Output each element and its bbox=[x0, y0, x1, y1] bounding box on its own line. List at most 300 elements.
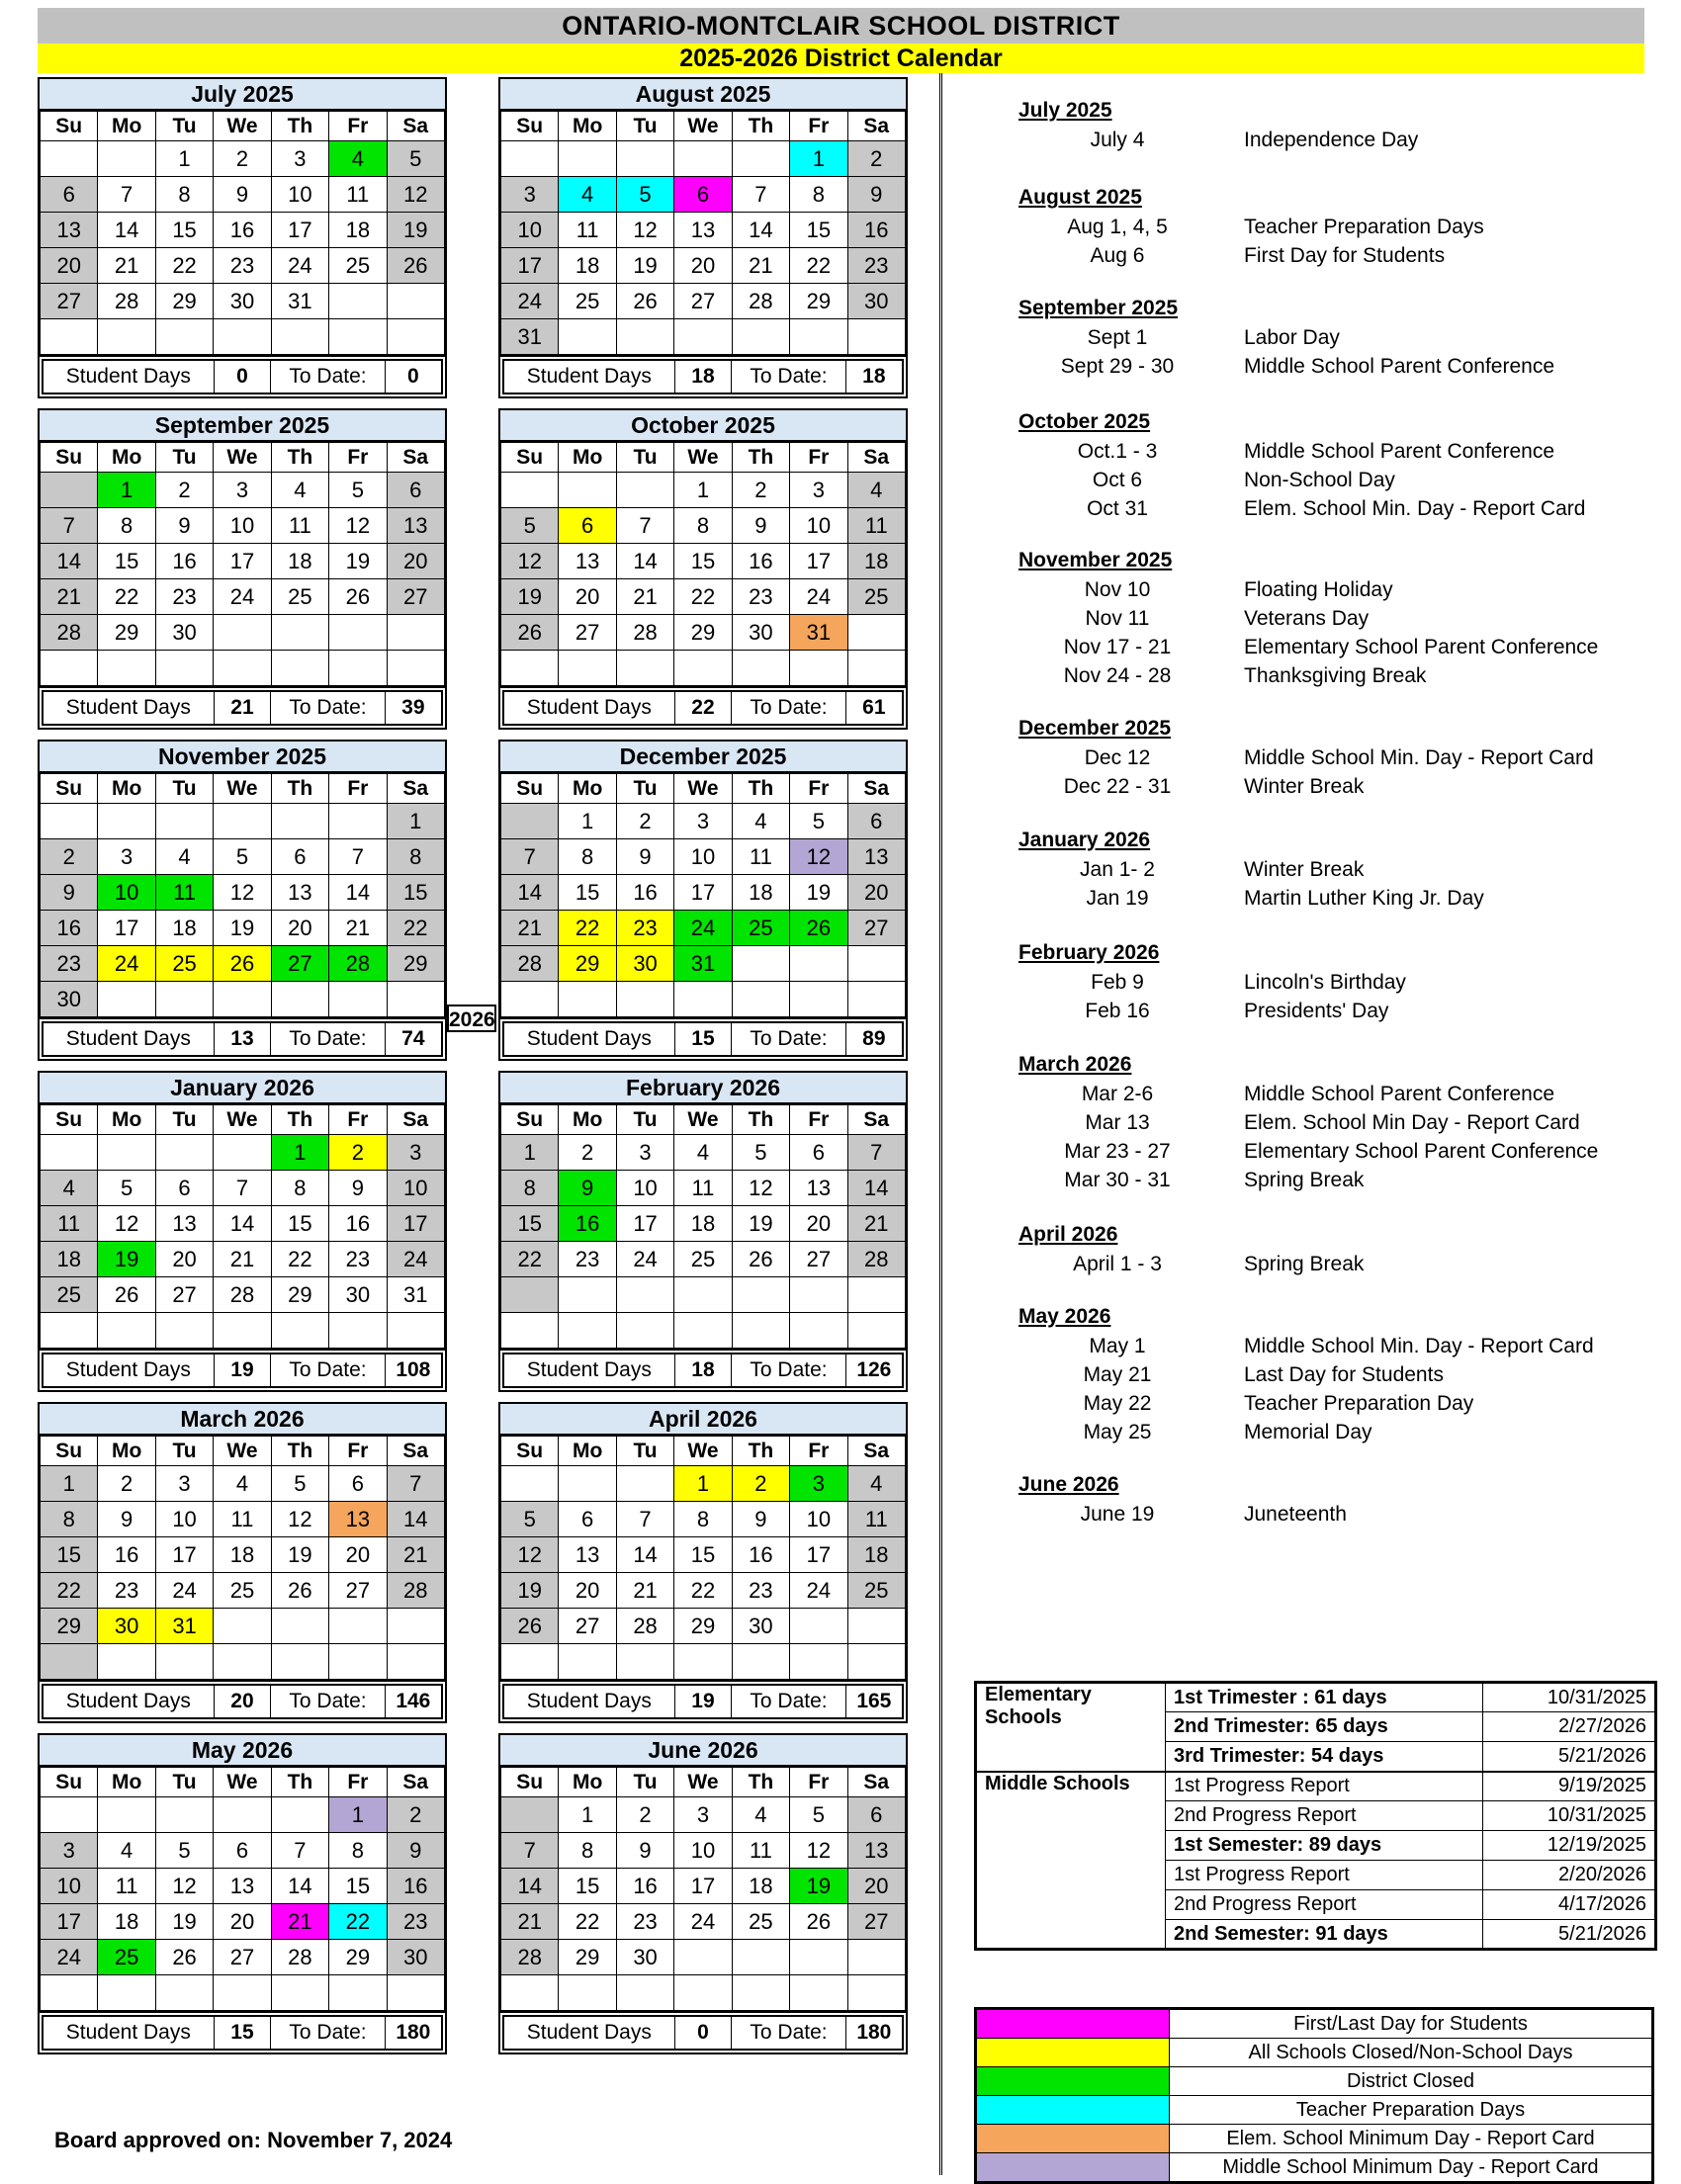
day-cell: 6 bbox=[387, 473, 444, 508]
day-cell: 6 bbox=[155, 1171, 213, 1206]
weekday-label: Su bbox=[501, 1768, 559, 1797]
student-days-footer bbox=[40, 686, 445, 728]
day-cell bbox=[847, 1940, 905, 1975]
day-cell: 31 bbox=[790, 615, 847, 651]
day-cell bbox=[41, 141, 98, 177]
week-row bbox=[41, 1537, 445, 1573]
day-cell: 12 bbox=[790, 839, 847, 875]
day-cell bbox=[214, 1313, 271, 1349]
day-cell: 8 bbox=[501, 1171, 559, 1206]
day-cell: 22 bbox=[674, 1573, 732, 1609]
month-title: November 2025 bbox=[40, 742, 445, 773]
week-row bbox=[41, 839, 445, 875]
week-row bbox=[41, 946, 445, 982]
legend-label: Middle School Minimum Day - Report Card bbox=[1170, 2153, 1653, 2183]
day-cell: 22 bbox=[271, 1242, 328, 1277]
weekday-label: We bbox=[674, 1768, 732, 1797]
month-day-grid bbox=[40, 773, 445, 1017]
day-cell: 22 bbox=[559, 1904, 616, 1940]
day-cell: 31 bbox=[271, 284, 328, 319]
day-cell bbox=[98, 1797, 155, 1833]
event-row bbox=[1018, 578, 1656, 607]
event-row bbox=[1018, 858, 1656, 887]
day-cell: 8 bbox=[329, 1833, 387, 1869]
day-cell bbox=[214, 651, 271, 686]
day-cell: 23 bbox=[616, 1904, 673, 1940]
event-description: Winter Break bbox=[1244, 775, 1365, 798]
day-cell: 17 bbox=[616, 1206, 673, 1242]
day-cell: 24 bbox=[790, 1573, 847, 1609]
event-row bbox=[1018, 129, 1656, 157]
month-day-grid bbox=[40, 1436, 445, 1680]
week-row bbox=[501, 508, 906, 544]
student-days-label: Student Days bbox=[503, 360, 674, 393]
day-cell: 5 bbox=[155, 1833, 213, 1869]
to-date-value: 61 bbox=[845, 691, 903, 725]
day-cell: 21 bbox=[616, 1573, 673, 1609]
day-cell bbox=[98, 1313, 155, 1349]
day-cell: 28 bbox=[271, 1940, 328, 1975]
term-date: 5/21/2026 bbox=[1483, 1920, 1656, 1950]
event-date: Nov 17 - 21 bbox=[1063, 636, 1172, 658]
day-cell: 31 bbox=[387, 1277, 444, 1313]
weekday-label: Tu bbox=[616, 443, 673, 473]
day-cell: 5 bbox=[98, 1171, 155, 1206]
event-date: July 4 bbox=[1090, 129, 1145, 151]
event-description: Thanksgiving Break bbox=[1244, 664, 1427, 687]
day-cell: 6 bbox=[847, 1797, 905, 1833]
event-month-header: April 2026 bbox=[1018, 1223, 1118, 1246]
day-cell: 26 bbox=[616, 284, 673, 319]
weekday-label: Sa bbox=[387, 1768, 444, 1797]
day-cell bbox=[41, 804, 98, 839]
student-days-label: Student Days bbox=[503, 1685, 674, 1718]
week-row bbox=[501, 1206, 906, 1242]
day-cell: 7 bbox=[847, 1135, 905, 1171]
day-cell: 31 bbox=[155, 1609, 213, 1644]
event-date: Dec 12 bbox=[1084, 746, 1151, 769]
event-description: Middle School Parent Conference bbox=[1244, 440, 1555, 463]
day-cell bbox=[214, 1975, 271, 2011]
event-date: Sept 1 bbox=[1087, 326, 1148, 349]
day-cell: 17 bbox=[501, 248, 559, 284]
day-cell: 16 bbox=[214, 213, 271, 248]
day-cell: 29 bbox=[271, 1277, 328, 1313]
day-cell bbox=[155, 651, 213, 686]
day-cell: 5 bbox=[616, 177, 673, 213]
weekday-label: Tu bbox=[616, 1105, 673, 1135]
day-cell: 16 bbox=[847, 213, 905, 248]
day-cell bbox=[559, 982, 616, 1017]
weekday-label: Mo bbox=[559, 1105, 616, 1135]
day-cell: 26 bbox=[732, 1242, 789, 1277]
day-cell: 20 bbox=[41, 248, 98, 284]
weekday-label: Fr bbox=[329, 1105, 387, 1135]
day-cell: 30 bbox=[329, 1277, 387, 1313]
event-row bbox=[1018, 1392, 1656, 1421]
student-days-table bbox=[502, 1684, 904, 1719]
day-cell: 27 bbox=[271, 946, 328, 982]
day-cell bbox=[616, 1277, 673, 1313]
day-cell bbox=[559, 1466, 616, 1502]
day-cell: 9 bbox=[155, 508, 213, 544]
event-description: Winter Break bbox=[1244, 858, 1365, 881]
day-cell: 5 bbox=[790, 1797, 847, 1833]
event-description: Middle School Parent Conference bbox=[1244, 355, 1555, 378]
day-cell: 31 bbox=[674, 946, 732, 982]
day-cell: 1 bbox=[559, 804, 616, 839]
day-cell: 4 bbox=[732, 804, 789, 839]
event-month-header: October 2025 bbox=[1018, 410, 1151, 433]
week-row bbox=[501, 1644, 906, 1680]
day-cell: 2 bbox=[387, 1797, 444, 1833]
event-month-header: August 2025 bbox=[1018, 186, 1142, 209]
event-row bbox=[1018, 775, 1656, 804]
day-cell: 21 bbox=[98, 248, 155, 284]
day-cell bbox=[616, 141, 673, 177]
day-cell: 29 bbox=[41, 1609, 98, 1644]
day-cell bbox=[790, 946, 847, 982]
day-cell: 27 bbox=[214, 1940, 271, 1975]
day-cell: 16 bbox=[559, 1206, 616, 1242]
day-cell: 6 bbox=[329, 1466, 387, 1502]
week-row bbox=[41, 1797, 445, 1833]
term-description: 1st Trimester : 61 days bbox=[1166, 1683, 1483, 1712]
month-calendar-april-2026 bbox=[498, 1402, 908, 1723]
weekday-label: Tu bbox=[155, 1768, 213, 1797]
day-cell: 13 bbox=[847, 839, 905, 875]
week-row bbox=[41, 1904, 445, 1940]
student-days-label: Student Days bbox=[43, 1022, 214, 1056]
day-cell: 15 bbox=[559, 875, 616, 911]
terms-table bbox=[974, 1681, 1654, 1951]
day-cell bbox=[98, 982, 155, 1017]
week-row bbox=[41, 1940, 445, 1975]
day-cell: 20 bbox=[214, 1904, 271, 1940]
term-description: 2nd Trimester: 65 days bbox=[1166, 1712, 1483, 1742]
day-cell: 11 bbox=[214, 1502, 271, 1537]
event-date: May 1 bbox=[1089, 1335, 1146, 1357]
month-title: May 2026 bbox=[40, 1735, 445, 1767]
weekday-header-row bbox=[41, 443, 445, 473]
student-days-label: Student Days bbox=[43, 1354, 214, 1387]
day-cell: 18 bbox=[732, 875, 789, 911]
month-day-grid bbox=[500, 1104, 906, 1349]
event-row bbox=[1018, 355, 1656, 384]
day-cell bbox=[790, 1277, 847, 1313]
week-row bbox=[41, 1313, 445, 1349]
day-cell: 2 bbox=[41, 839, 98, 875]
week-row bbox=[41, 1502, 445, 1537]
weekday-label: Tu bbox=[155, 112, 213, 141]
term-date: 2/20/2026 bbox=[1483, 1861, 1656, 1890]
weekday-label: We bbox=[214, 774, 271, 804]
weekday-label: Fr bbox=[329, 774, 387, 804]
student-days-label: Student Days bbox=[43, 360, 214, 393]
day-cell: 24 bbox=[155, 1573, 213, 1609]
day-cell: 23 bbox=[41, 946, 98, 982]
legend-row bbox=[976, 2009, 1653, 2039]
week-row bbox=[41, 508, 445, 544]
day-cell: 14 bbox=[501, 1869, 559, 1904]
day-cell bbox=[387, 1975, 444, 2011]
month-day-grid bbox=[40, 1104, 445, 1349]
day-cell: 10 bbox=[790, 508, 847, 544]
student-days-footer bbox=[500, 2011, 906, 2053]
day-cell: 23 bbox=[387, 1904, 444, 1940]
weekday-label: Su bbox=[41, 774, 98, 804]
term-date: 12/19/2025 bbox=[1483, 1831, 1656, 1861]
month-title: September 2025 bbox=[40, 410, 445, 442]
day-cell: 27 bbox=[329, 1573, 387, 1609]
week-row bbox=[501, 1313, 906, 1349]
weekday-label: Mo bbox=[98, 443, 155, 473]
day-cell: 17 bbox=[674, 1869, 732, 1904]
day-cell bbox=[501, 1466, 559, 1502]
weekday-label: Su bbox=[41, 112, 98, 141]
day-cell: 18 bbox=[559, 248, 616, 284]
weekday-header-row bbox=[501, 1437, 906, 1466]
student-days-value: 15 bbox=[214, 2016, 271, 2050]
day-cell: 5 bbox=[271, 1466, 328, 1502]
day-cell: 4 bbox=[214, 1466, 271, 1502]
day-cell: 26 bbox=[501, 1609, 559, 1644]
day-cell: 11 bbox=[155, 875, 213, 911]
student-days-table bbox=[502, 1021, 904, 1057]
month-day-grid bbox=[40, 111, 445, 355]
day-cell bbox=[98, 651, 155, 686]
student-days-row bbox=[43, 691, 442, 725]
day-cell: 15 bbox=[501, 1206, 559, 1242]
day-cell: 8 bbox=[674, 508, 732, 544]
student-days-value: 19 bbox=[674, 1685, 732, 1718]
weekday-label: Mo bbox=[98, 1768, 155, 1797]
event-description: Non-School Day bbox=[1244, 469, 1395, 491]
event-month-header: February 2026 bbox=[1018, 941, 1160, 964]
day-cell: 14 bbox=[732, 213, 789, 248]
day-cell: 28 bbox=[329, 946, 387, 982]
term-row bbox=[976, 1683, 1656, 1712]
day-cell: 21 bbox=[41, 579, 98, 615]
event-month-header: July 2025 bbox=[1018, 99, 1112, 122]
week-row bbox=[501, 946, 906, 982]
to-date-value: 74 bbox=[385, 1022, 442, 1056]
month-day-grid bbox=[500, 773, 906, 1017]
event-section-may-2026 bbox=[1018, 1305, 1656, 1449]
day-cell bbox=[616, 982, 673, 1017]
day-cell: 20 bbox=[847, 1869, 905, 1904]
day-cell: 16 bbox=[41, 911, 98, 946]
event-section-october-2025 bbox=[1018, 410, 1656, 526]
day-cell: 1 bbox=[501, 1135, 559, 1171]
weekday-label: Th bbox=[732, 1437, 789, 1466]
week-row bbox=[41, 319, 445, 355]
weekday-label: Sa bbox=[387, 1437, 444, 1466]
week-row bbox=[41, 875, 445, 911]
day-cell bbox=[41, 1797, 98, 1833]
week-row bbox=[41, 911, 445, 946]
to-date-value: 146 bbox=[385, 1685, 442, 1718]
weekday-label: Mo bbox=[98, 112, 155, 141]
student-days-value: 0 bbox=[214, 360, 271, 393]
week-row bbox=[41, 177, 445, 213]
student-days-row bbox=[43, 1022, 442, 1056]
student-days-table bbox=[502, 359, 904, 394]
day-cell: 14 bbox=[98, 213, 155, 248]
week-row bbox=[41, 1242, 445, 1277]
day-cell: 26 bbox=[387, 248, 444, 284]
student-days-footer bbox=[40, 1017, 445, 1059]
day-cell bbox=[847, 946, 905, 982]
day-cell: 3 bbox=[674, 1797, 732, 1833]
day-cell: 14 bbox=[616, 544, 673, 579]
term-description: 3rd Trimester: 54 days bbox=[1166, 1742, 1483, 1772]
day-cell: 7 bbox=[271, 1833, 328, 1869]
week-row bbox=[501, 1975, 906, 2011]
day-cell bbox=[847, 319, 905, 355]
student-days-table bbox=[502, 1353, 904, 1388]
day-cell: 16 bbox=[616, 875, 673, 911]
term-date: 10/31/2025 bbox=[1483, 1801, 1656, 1831]
day-cell: 8 bbox=[387, 839, 444, 875]
day-cell: 1 bbox=[790, 141, 847, 177]
day-cell: 19 bbox=[790, 1869, 847, 1904]
event-description: Presidents' Day bbox=[1244, 1000, 1389, 1022]
day-cell: 26 bbox=[271, 1573, 328, 1609]
month-title: April 2026 bbox=[500, 1404, 906, 1436]
day-cell: 24 bbox=[501, 284, 559, 319]
day-cell: 6 bbox=[674, 177, 732, 213]
day-cell: 13 bbox=[329, 1502, 387, 1537]
week-row bbox=[501, 1573, 906, 1609]
day-cell: 29 bbox=[559, 1940, 616, 1975]
weekday-label: Fr bbox=[790, 1105, 847, 1135]
week-row bbox=[41, 544, 445, 579]
day-cell: 18 bbox=[674, 1206, 732, 1242]
weekday-label: Th bbox=[271, 774, 328, 804]
day-cell: 16 bbox=[387, 1869, 444, 1904]
day-cell: 5 bbox=[501, 1502, 559, 1537]
week-row bbox=[501, 284, 906, 319]
day-cell: 24 bbox=[271, 248, 328, 284]
day-cell: 2 bbox=[616, 804, 673, 839]
day-cell: 18 bbox=[214, 1537, 271, 1573]
day-cell: 9 bbox=[559, 1171, 616, 1206]
day-cell: 14 bbox=[616, 1537, 673, 1573]
day-cell: 26 bbox=[214, 946, 271, 982]
event-date: June 19 bbox=[1080, 1503, 1155, 1526]
weekday-label: Th bbox=[732, 774, 789, 804]
student-days-footer bbox=[40, 355, 445, 396]
day-cell: 13 bbox=[559, 544, 616, 579]
day-cell: 19 bbox=[387, 213, 444, 248]
weekday-header-row bbox=[41, 1105, 445, 1135]
day-cell: 2 bbox=[329, 1135, 387, 1171]
day-cell: 15 bbox=[674, 544, 732, 579]
day-cell bbox=[329, 615, 387, 651]
day-cell bbox=[732, 1313, 789, 1349]
day-cell bbox=[732, 1277, 789, 1313]
term-date: 5/21/2026 bbox=[1483, 1742, 1656, 1772]
day-cell: 28 bbox=[98, 284, 155, 319]
day-cell: 25 bbox=[847, 579, 905, 615]
day-cell bbox=[616, 1313, 673, 1349]
weekday-label: Su bbox=[501, 1105, 559, 1135]
day-cell bbox=[271, 319, 328, 355]
day-cell: 22 bbox=[41, 1573, 98, 1609]
weekday-label: Th bbox=[271, 112, 328, 141]
week-row bbox=[501, 839, 906, 875]
weekday-label: Th bbox=[732, 1768, 789, 1797]
event-date: Aug 1, 4, 5 bbox=[1067, 216, 1168, 238]
weekday-label: We bbox=[214, 1437, 271, 1466]
event-section-june-2026 bbox=[1018, 1473, 1656, 1531]
event-row bbox=[1018, 1169, 1656, 1197]
day-cell bbox=[329, 982, 387, 1017]
weekday-label: We bbox=[674, 1437, 732, 1466]
day-cell: 17 bbox=[98, 911, 155, 946]
day-cell bbox=[616, 1975, 673, 2011]
student-days-footer bbox=[40, 1680, 445, 1721]
day-cell: 3 bbox=[674, 804, 732, 839]
event-description: Spring Break bbox=[1244, 1169, 1365, 1191]
week-row bbox=[501, 1502, 906, 1537]
week-row bbox=[501, 1609, 906, 1644]
legend-color-swatch-green bbox=[976, 2067, 1170, 2096]
term-description: 1st Progress Report bbox=[1166, 1861, 1483, 1890]
day-cell bbox=[329, 1975, 387, 2011]
day-cell: 4 bbox=[271, 473, 328, 508]
month-calendar-december-2025 bbox=[498, 740, 908, 1061]
day-cell: 24 bbox=[387, 1242, 444, 1277]
day-cell bbox=[559, 1644, 616, 1680]
weekday-label: We bbox=[214, 1768, 271, 1797]
month-day-grid bbox=[500, 111, 906, 355]
term-description: 2nd Progress Report bbox=[1166, 1890, 1483, 1920]
day-cell: 8 bbox=[41, 1502, 98, 1537]
student-days-value: 21 bbox=[214, 691, 271, 725]
day-cell: 14 bbox=[501, 875, 559, 911]
event-description: Teacher Preparation Day bbox=[1244, 1392, 1474, 1415]
day-cell: 28 bbox=[214, 1277, 271, 1313]
day-cell: 16 bbox=[732, 1537, 789, 1573]
day-cell: 22 bbox=[559, 911, 616, 946]
day-cell: 11 bbox=[271, 508, 328, 544]
day-cell: 25 bbox=[732, 911, 789, 946]
day-cell: 24 bbox=[41, 1940, 98, 1975]
event-description: Memorial Day bbox=[1244, 1421, 1372, 1443]
day-cell: 23 bbox=[732, 579, 789, 615]
to-date-value: 0 bbox=[385, 360, 442, 393]
day-cell: 9 bbox=[387, 1833, 444, 1869]
weekday-label: Fr bbox=[790, 443, 847, 473]
week-row bbox=[501, 982, 906, 1017]
student-days-value: 18 bbox=[674, 360, 732, 393]
day-cell bbox=[329, 1313, 387, 1349]
month-calendar-february-2026 bbox=[498, 1071, 908, 1392]
day-cell: 27 bbox=[674, 284, 732, 319]
weekday-label: Sa bbox=[387, 774, 444, 804]
calendar-grid bbox=[38, 77, 908, 2054]
event-row bbox=[1018, 636, 1656, 664]
weekday-label: Th bbox=[271, 443, 328, 473]
day-cell bbox=[790, 1313, 847, 1349]
day-cell bbox=[732, 982, 789, 1017]
legend-row bbox=[976, 2039, 1653, 2067]
day-cell: 5 bbox=[790, 804, 847, 839]
event-date: Sept 29 - 30 bbox=[1060, 355, 1175, 378]
day-cell: 14 bbox=[847, 1171, 905, 1206]
